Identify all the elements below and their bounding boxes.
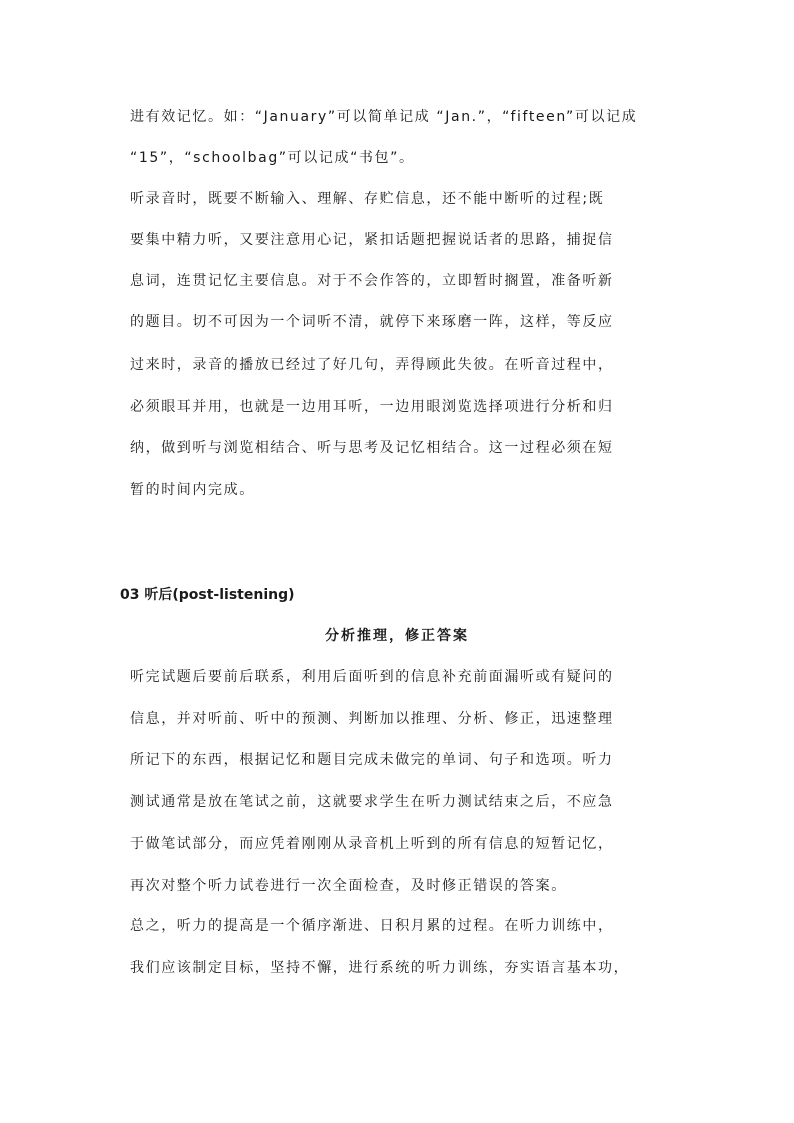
text-line: 听录音时，既要不断输入、理解、存贮信息，还不能中断听的过程;既 (130, 191, 605, 207)
text-line: 所记下的东西，根据记忆和题目完成未做完的单词、句子和选项。听力 (130, 752, 614, 768)
text-line: 暂的时间内完成。 (130, 482, 255, 498)
text-line: 听完试题后要前后联系，利用后面听到的信息补充前面漏听或有疑问的 (130, 669, 614, 685)
text-line: 总之，听力的提高是一个循序渐进、日积月累的过程。在听力训练中， (130, 918, 614, 934)
text-line: 测试通常是放在笔试之前，这就要求学生在听力测试结束之后，不应急 (130, 794, 614, 810)
section-subheading: 分析推理，修正答案 (325, 628, 469, 644)
text-line: 必须眼耳并用，也就是一边用耳听，一边用眼浏览选择项进行分析和归 (130, 399, 614, 415)
text-line: 息词，连贯记忆主要信息。对于不会作答的，立即暂时搁置，准备听新 (130, 273, 614, 289)
text-line: “15”，“schoolbag”可以记成“书包”。 (130, 150, 415, 166)
text-line: 于做笔试部分，而应凭着刚刚从录音机上听到的所有信息的短暂记忆， (130, 836, 614, 852)
text-line: 过来时，录音的播放已经过了好几句，弄得顾此失彼。在听音过程中， (130, 357, 614, 373)
text-line: 要集中精力听，又要注意用心记，紧扣话题把握说话者的思路，捕捉信 (130, 232, 614, 248)
text-line: 再次对整个听力试卷进行一次全面检查，及时修正错误的答案。 (130, 878, 567, 894)
text-line: 进有效记忆。如：“January”可以简单记成 “Jan.”，“fifteen”可以记成 (130, 109, 638, 125)
text-line: 我们应该制定目标，坚持不懈，进行系统的听力训练，夯实语言基本功， (130, 960, 630, 976)
text-line: 纳，做到听与浏览相结合、听与思考及记忆相结合。这一过程必须在短 (130, 440, 614, 456)
text-line: 信息，并对听前、听中的预测、判断加以推理、分析、修正，迅速整理 (130, 711, 614, 727)
section-heading: 03 听后(post-listening) (120, 587, 295, 603)
text-line: 的题目。切不可因为一个词听不清，就停下来琢磨一阵，这样，等反应 (130, 314, 614, 330)
